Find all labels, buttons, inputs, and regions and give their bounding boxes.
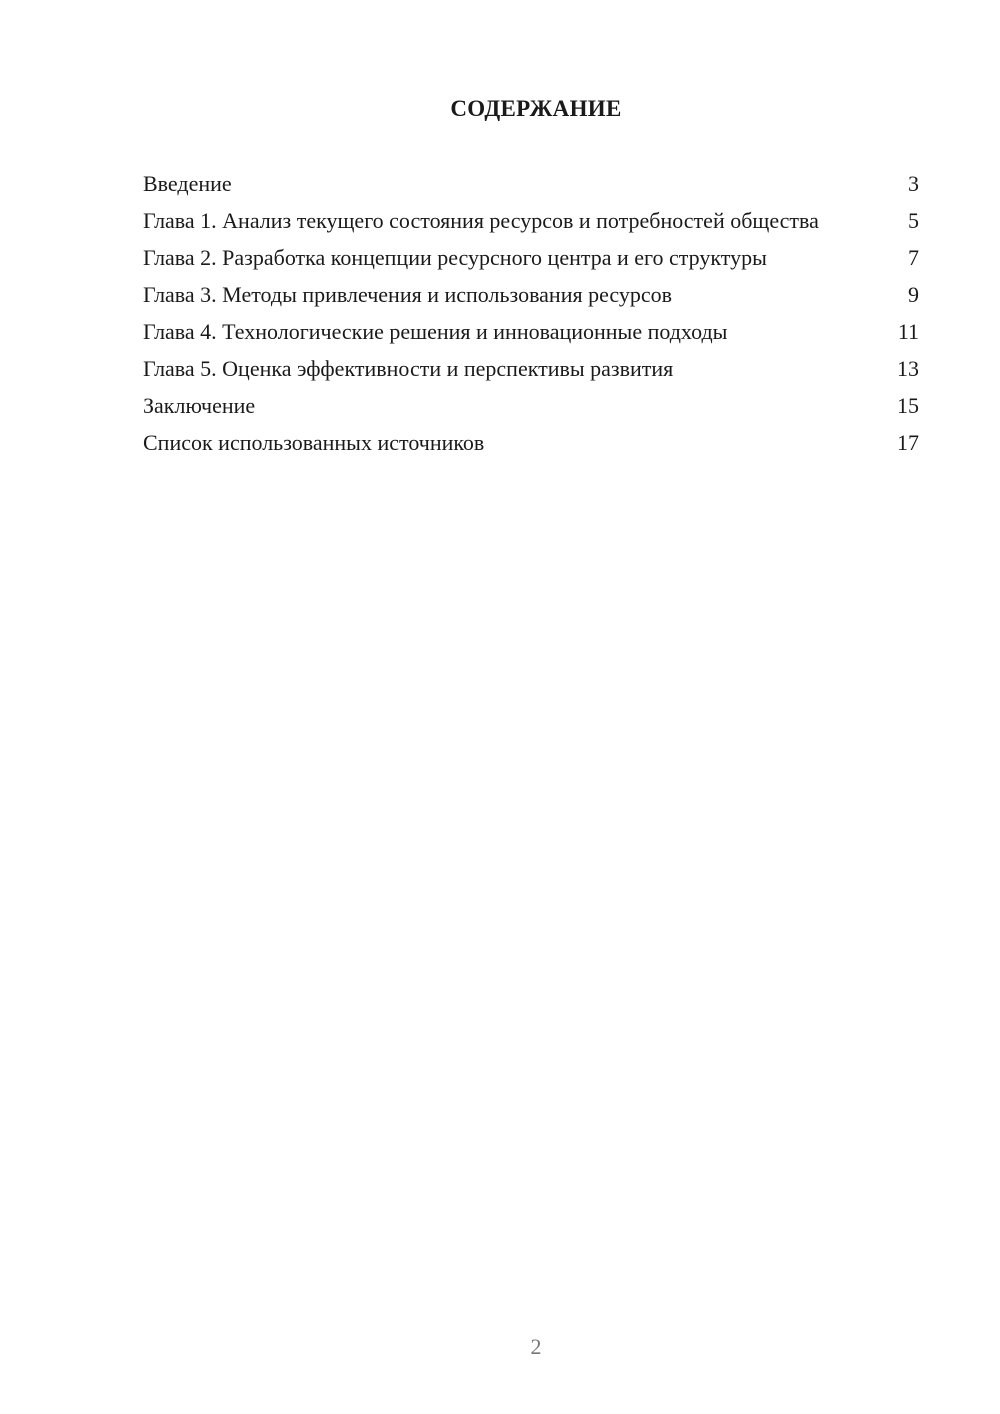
toc-entry-page: 17 <box>897 430 919 455</box>
toc-entry-label: Глава 5. Оценка эффективности и перспективы развития <box>143 356 674 381</box>
toc-entry-label: Глава 1. Анализ текущего состояния ресурсов и потребностей общества <box>143 208 819 233</box>
toc-entry-chapter-2 <box>143 244 919 271</box>
page-number: 2 <box>530 1334 542 1359</box>
toc-entry-introduction <box>143 170 919 197</box>
toc-entry-chapter-5 <box>143 355 919 382</box>
toc-title: СОДЕРЖАНИЕ <box>450 96 622 121</box>
toc-entry-chapter-1 <box>143 207 919 234</box>
toc-entry-references <box>143 429 919 456</box>
toc-entry-chapter-3 <box>143 281 919 308</box>
toc-entry-page: 3 <box>908 171 919 196</box>
toc-entry-page: 9 <box>908 282 919 307</box>
toc-entry-label: Введение <box>143 171 232 196</box>
toc-entry-label: Глава 3. Методы привлечения и использования ресурсов <box>143 282 673 307</box>
toc-entry-label: Список использованных источников <box>143 430 485 455</box>
toc-entry-page: 7 <box>908 245 919 270</box>
toc-entry-label: Глава 4. Технологические решения и инновационные подходы <box>143 319 728 344</box>
toc-entry-chapter-4 <box>143 318 919 345</box>
toc-entry-conclusion <box>143 392 919 419</box>
toc-entry-page: 15 <box>897 393 919 418</box>
table-of-contents <box>143 170 919 466</box>
toc-entry-page: 11 <box>897 319 919 344</box>
toc-entry-page: 5 <box>908 208 919 233</box>
toc-entry-label: Глава 2. Разработка концепции ресурсного центра и его структуры <box>143 245 767 270</box>
toc-entry-label: Заключение <box>143 393 256 418</box>
toc-entry-page: 13 <box>897 356 919 381</box>
